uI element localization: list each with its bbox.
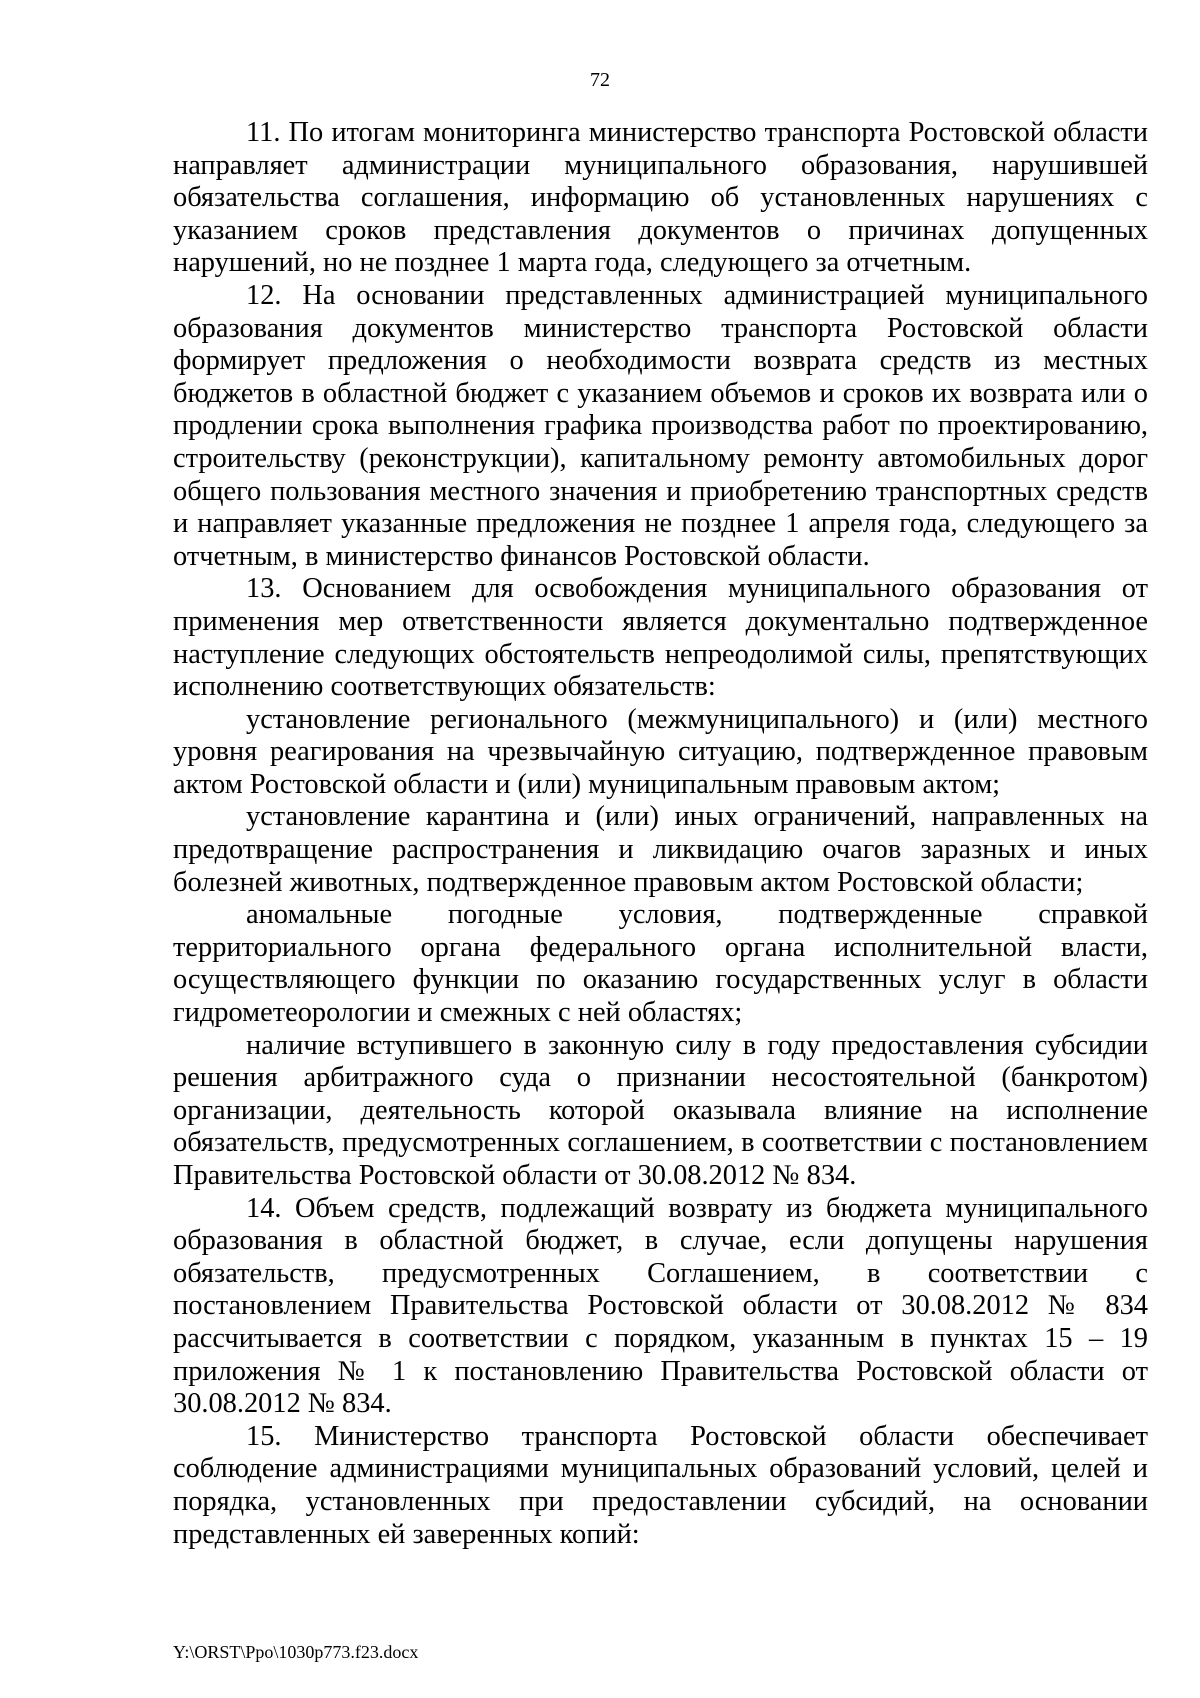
- list-item-weather: аномальные погодные условия, подтвержденные справкой территориального органа федерального органа исполнительной власти, осуществляющего функции по оказанию государственных услуг в области гидрометеорологии и смежных с ней областях;: [173, 899, 1148, 1029]
- paragraph-12-proposals: 12. На основании представленных администрацией муниципального образования документов министерство транспорта Ростовской области формирует предложения о необходимости возврата средств из местных бюджетов в областной бюджет с указанием объемов и сроков их возврата или о продлении срока выполнения графика производства работ по проектированию, строительству (реконструкции), капитальному ремонту автомобильных дорог общего пользования местного значения и приобретению транспортных средств и направляет указанные предложения не позднее 1 апреля года, следующего за отчетным, в министерство финансов Ростовской области.: [173, 279, 1148, 572]
- list-item-bankruptcy: наличие вступившего в законную силу в году предоставления субсидии решения арбитражного суда о признании несостоятельной (банкротом) организации, деятельность которой оказывала влияние на исполнение обязательств, предусмотренных соглашением, в соответствии с постановлением Правительства Ростовской области от 30.08.2012 № 834.: [173, 1029, 1148, 1191]
- file-path-footer: Y:\ORST\Ppo\1030p773.f23.docx: [173, 1642, 419, 1662]
- list-item-quarantine: установление карантина и (или) иных ограничений, направленных на предотвращение распространения и ликвидацию очагов заразных и иных болезней животных, подтвержденное правовым актом Ростовской области;: [173, 801, 1148, 898]
- page-number: 72: [590, 69, 610, 91]
- list-item-emergency-response: установление регионального (межмуниципального) и (или) местного уровня реагирования на чрезвычайную ситуацию, подтвержденное правовым актом Ростовской области и (или) муниципальным правовым актом;: [173, 703, 1148, 800]
- paragraph-14-refund-amount: 14. Объем средств, подлежащий возврату из бюджета муниципального образования в областной бюджет, в случае, если допущены нарушения обязательств, предусмотренных Соглашением, в соответствии с постановлением Правительства Ростовской области от 30.08.2012 № 834 рассчитывается в соответствии с порядком, указанным в пунктах 15 – 19 приложения № 1 к постановлению Правительства Ростовской области от 30.08.2012 № 834.: [173, 1192, 1148, 1420]
- paragraph-13-force-majeure: 13. Основанием для освобождения муниципального образования от применения мер ответственности является документально подтвержденное наступление следующих обстоятельств непреодолимой силы, препятствующих исполнению соответствующих обязательств:: [173, 573, 1148, 703]
- paragraph-15-compliance: 15. Министерство транспорта Ростовской области обеспечивает соблюдение администрациями муниципальных образований условий, целей и порядка, установленных при предоставлении субсидий, на основании представленных ей заверенных копий:: [173, 1420, 1148, 1550]
- document-body: [173, 117, 1148, 1551]
- paragraph-11-monitoring: 11. По итогам мониторинга министерство транспорта Ростовской области направляет администрации муниципального образования, нарушившей обязательства соглашения, информацию об установленных нарушениях с указанием сроков представления документов о причинах допущенных нарушений, но не позднее 1 марта года, следующего за отчетным.: [173, 117, 1148, 279]
